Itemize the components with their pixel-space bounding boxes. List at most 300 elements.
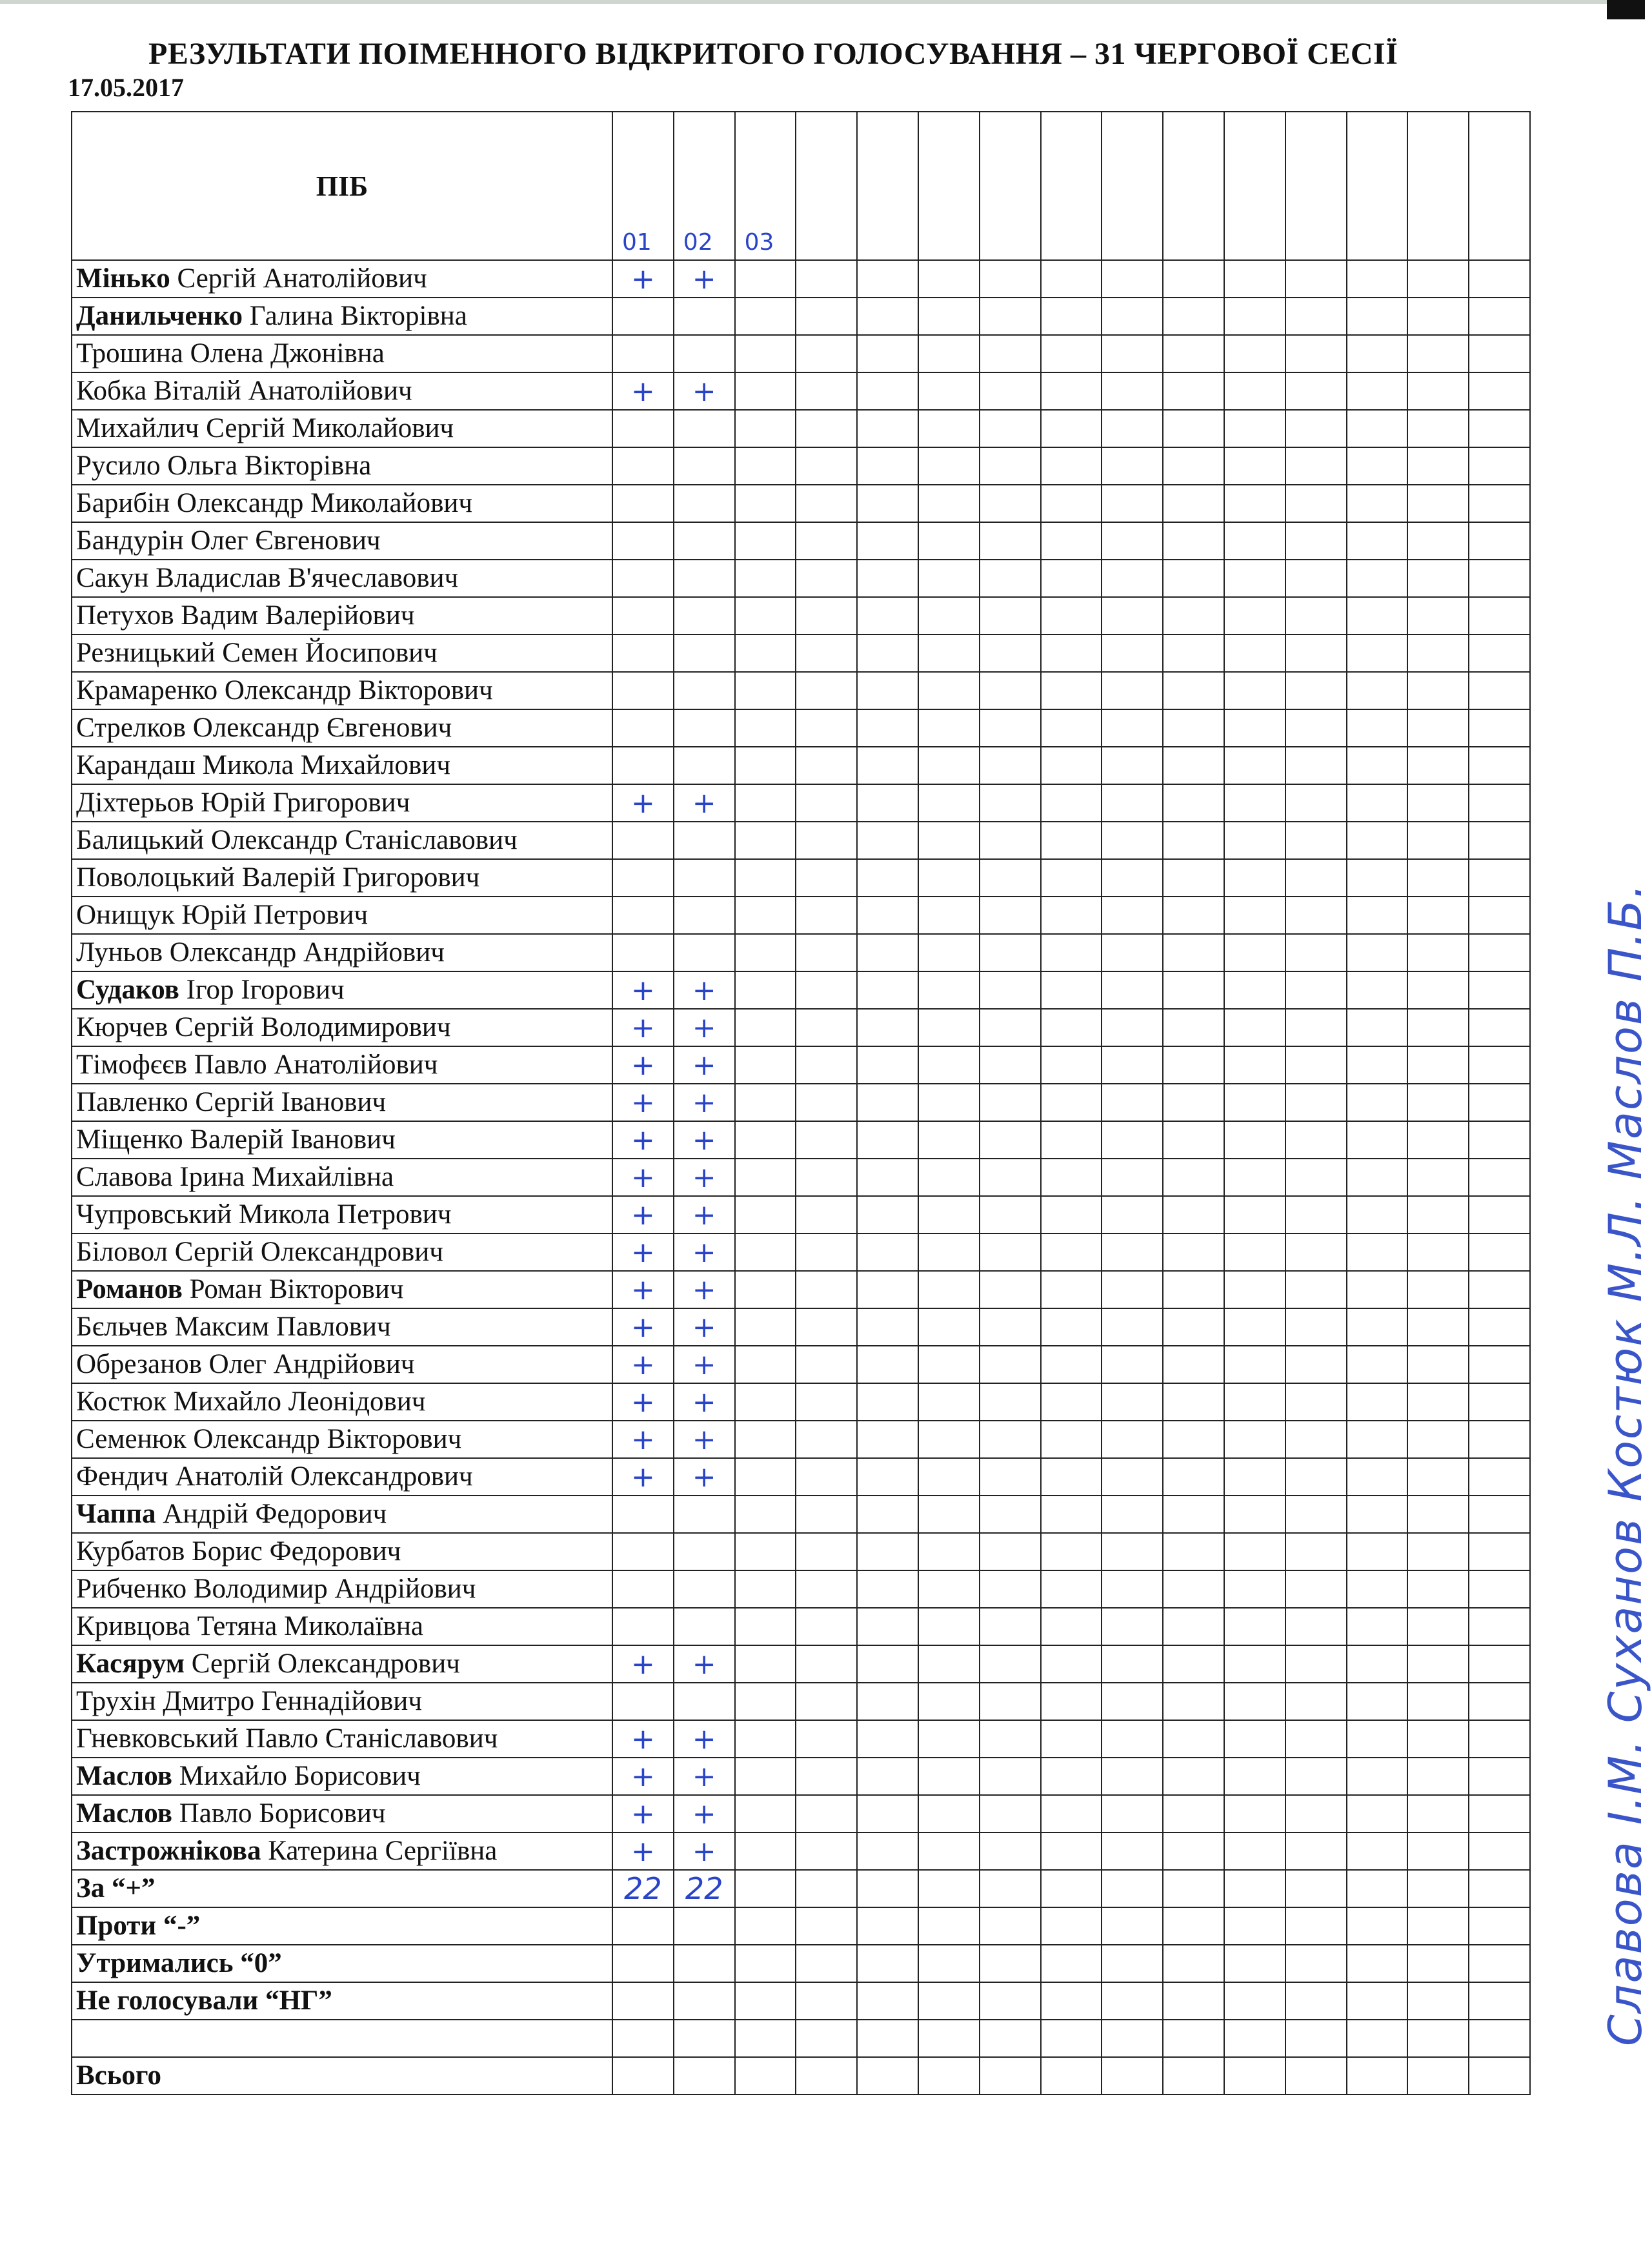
vote-mark-cell: + [674,1758,735,1795]
vote-mark-cell [1163,1159,1224,1196]
question-label: 03 [744,229,774,256]
vote-mark-cell: + [674,1346,735,1383]
deputy-row [72,1233,1530,1271]
summary-value-cell: 22 [612,1870,674,1907]
vote-mark-cell [1407,560,1469,597]
vote-mark-cell [1224,1121,1285,1159]
vote-mark-cell [1041,447,1102,485]
vote-mark-cell [857,971,918,1009]
summary-value-cell [1407,1945,1469,1982]
vote-mark-cell [1041,1496,1102,1533]
vote-mark-cell [796,485,857,522]
deputy-row [72,822,1530,859]
vote-mark-cell [1224,1496,1285,1533]
vote-mark-cell [1469,410,1530,447]
vote-mark-cell [1102,447,1163,485]
deputy-given-names: Костюк Михайло Леонідович [76,1386,426,1417]
summary-value-cell [1469,2020,1530,2057]
deputy-row [72,897,1530,934]
vote-mark-cell [674,1533,735,1570]
summary-value-cell [1224,2057,1285,2095]
deputy-given-names: Крамаренко Олександр Вікторович [76,675,493,705]
vote-mark-cell [1347,934,1408,971]
summary-value-cell [1347,1870,1408,1907]
vote-mark-cell [735,1533,796,1570]
summary-value-cell [735,1945,796,1982]
deputy-given-names: Русило Ольга Вікторівна [76,451,372,481]
summary-value-cell [1469,1907,1530,1945]
vote-mark-cell: + [674,1383,735,1421]
vote-mark-cell [1347,1645,1408,1683]
vote-mark-cell [796,1683,857,1720]
vote-mark-cell [1041,1271,1102,1308]
vote-mark-cell [857,1458,918,1496]
vote-mark-cell [1102,1009,1163,1046]
vote-mark-cell: + [674,1795,735,1832]
deputy-row [72,522,1530,560]
vote-mark-cell [1347,971,1408,1009]
vote-mark-cell [796,335,857,372]
vote-mark-cell [857,1383,918,1421]
deputy-given-names: Обрезанов Олег Андрійович [76,1349,415,1379]
vote-mark-cell [1163,1570,1224,1608]
summary-value-cell [1224,1982,1285,2020]
vote-mark-cell [1041,1683,1102,1720]
vote-mark-cell [612,560,674,597]
summary-label: Всього [72,2057,612,2095]
vote-mark-cell [1347,709,1408,747]
vote-mark-cell [1469,1009,1530,1046]
deputy-name-cell [72,1383,612,1421]
summary-value-cell [1224,1945,1285,1982]
summary-value-cell: 22 [674,1870,735,1907]
vote-mark-cell [1407,897,1469,934]
deputy-name-cell [72,522,612,560]
vote-mark-cell [735,522,796,560]
vote-mark-cell [796,971,857,1009]
summary-value-cell [1224,2020,1285,2057]
summary-value-cell [1347,2057,1408,2095]
summary-label: Не голосували “НГ” [72,1982,612,2020]
vote-mark-cell: + [674,1832,735,1870]
vote-mark-cell [1347,1496,1408,1533]
deputy-name-cell [72,298,612,335]
vote-mark-cell [1102,1196,1163,1233]
vote-mark-cell [918,335,980,372]
vote-mark-cell [1163,1383,1224,1421]
summary-value-cell [1347,1907,1408,1945]
vote-mark-cell: + [674,1084,735,1121]
vote-mark-cell [1163,971,1224,1009]
vote-mark-cell [1469,1720,1530,1758]
vote-mark-cell [857,1009,918,1046]
vote-mark-cell [918,260,980,298]
deputy-given-names: Гневковський Павло Станіславович [76,1723,498,1754]
vote-mark-cell: + [612,372,674,410]
vote-mark-cell [1102,1346,1163,1383]
summary-value-cell [1347,2020,1408,2057]
summary-value-cell [980,2020,1041,2057]
vote-mark-cell [1102,260,1163,298]
vote-mark-cell [735,260,796,298]
deputy-name-cell [72,597,612,634]
vote-mark-cell [980,1346,1041,1383]
vote-mark-cell [1347,1196,1408,1233]
summary-value-cell [980,1870,1041,1907]
deputy-name-cell [72,335,612,372]
vote-mark-cell [857,1121,918,1159]
deputy-row [72,447,1530,485]
vote-mark-cell [1163,1084,1224,1121]
vote-mark-cell [796,1458,857,1496]
vote-mark-cell [857,1795,918,1832]
vote-mark-cell [1347,784,1408,822]
deputy-given-names: Роман Вікторович [182,1274,404,1304]
vote-mark-cell [1224,1608,1285,1645]
vote-mark-cell [612,747,674,784]
vote-mark-cell [612,1608,674,1645]
vote-mark-cell [1347,485,1408,522]
vote-mark-cell [1407,1533,1469,1570]
deputy-name-cell [72,897,612,934]
vote-mark-cell: + [674,1009,735,1046]
vote-mark-cell [735,1832,796,1870]
vote-mark-cell [1285,1720,1347,1758]
vote-mark-cell [918,1421,980,1458]
vote-mark-cell [1469,934,1530,971]
summary-value-cell [1407,2020,1469,2057]
summary-value-cell [1041,1945,1102,1982]
deputy-row [72,335,1530,372]
deputy-row [72,1159,1530,1196]
vote-mark-cell [612,335,674,372]
vote-mark-cell [918,1084,980,1121]
vote-mark-cell [1163,1795,1224,1832]
deputy-name-cell [72,372,612,410]
vote-mark-cell [1224,1533,1285,1570]
vote-mark-cell [674,597,735,634]
vote-mark-cell [796,447,857,485]
document-title: РЕЗУЛЬТАТИ ПОІМЕННОГО ВІДКРИТОГО ГОЛОСУВАННЯ – 31 ЧЕРГОВОЇ СЕСІЇ [148,37,1398,71]
deputy-name-cell [72,1121,612,1159]
vote-mark-cell: + [674,1159,735,1196]
vote-mark-cell [1285,1421,1347,1458]
vote-mark-cell [857,747,918,784]
vote-mark-cell [1224,1570,1285,1608]
vote-mark-cell [1469,298,1530,335]
deputy-name-cell [72,410,612,447]
deputy-name-cell [72,1533,612,1570]
deputy-given-names: Балицький Олександр Станіславович [76,825,518,855]
deputy-given-names: Андрій Федорович [156,1499,387,1529]
vote-mark-cell [1469,709,1530,747]
vote-mark-cell [980,859,1041,897]
vote-mark-cell [1285,1346,1347,1383]
vote-mark-cell [1224,1009,1285,1046]
vote-mark-cell [1407,298,1469,335]
vote-mark-cell [1102,822,1163,859]
vote-mark-cell [1469,1159,1530,1196]
vote-mark-cell [918,298,980,335]
deputy-surname: Романов [76,1274,183,1304]
name-column-header: ПІБ [72,112,612,260]
deputy-row [72,672,1530,709]
vote-mark-cell [1285,298,1347,335]
vote-mark-cell [1407,1832,1469,1870]
vote-mark-cell [1407,1308,1469,1346]
vote-mark-cell [1041,1121,1102,1159]
vote-mark-cell [612,897,674,934]
deputy-name-cell [72,822,612,859]
summary-row [72,2020,1530,2057]
question-column-header [1469,112,1530,260]
summary-value-cell [735,1870,796,1907]
vote-mark-cell: + [612,1233,674,1271]
vote-mark-cell [980,1271,1041,1308]
deputy-row [72,971,1530,1009]
vote-mark-cell [735,447,796,485]
summary-value-cell [980,1982,1041,2020]
vote-mark-cell [857,1496,918,1533]
vote-mark-cell [1469,1458,1530,1496]
vote-mark-cell [1469,859,1530,897]
summary-value-cell [1285,1870,1347,1907]
vote-mark-cell [796,1570,857,1608]
vote-mark-cell: + [612,784,674,822]
deputy-row [72,709,1530,747]
summary-value-cell [980,2057,1041,2095]
vote-mark-cell [612,522,674,560]
deputy-name-cell [72,1346,612,1383]
vote-mark-cell [980,522,1041,560]
vote-mark-cell [918,672,980,709]
vote-mark-cell [674,934,735,971]
vote-mark-cell [796,1758,857,1795]
deputy-name-cell [72,1009,612,1046]
deputy-surname: Чаппа [76,1499,156,1529]
vote-mark-cell [796,822,857,859]
vote-mark-cell [735,1271,796,1308]
summary-label: Утримались “0” [72,1945,612,1982]
vote-mark-cell [735,672,796,709]
vote-mark-cell [796,298,857,335]
vote-mark-cell [735,1795,796,1832]
summary-value-cell [796,2057,857,2095]
vote-mark-cell [735,485,796,522]
vote-mark-cell [1163,1758,1224,1795]
vote-mark-cell [1469,1645,1530,1683]
table-header-row [72,112,1530,260]
vote-mark-cell [1285,1496,1347,1533]
vote-mark-cell [1041,971,1102,1009]
vote-mark-cell [612,1533,674,1570]
vote-mark-cell [1102,1496,1163,1533]
vote-mark-cell [1163,1608,1224,1645]
vote-mark-cell [1469,634,1530,672]
vote-mark-cell [980,1720,1041,1758]
vote-mark-cell [612,597,674,634]
vote-mark-cell [980,410,1041,447]
vote-mark-cell [1469,372,1530,410]
summary-value-cell [980,1945,1041,1982]
vote-mark-cell [1102,1570,1163,1608]
question-column-header [796,112,857,260]
deputy-row [72,1383,1530,1421]
vote-mark-cell [1347,1084,1408,1121]
vote-mark-cell [1285,1233,1347,1271]
deputy-row [72,1720,1530,1758]
vote-mark-cell [735,410,796,447]
vote-mark-cell [1469,1233,1530,1271]
vote-mark-cell [735,1009,796,1046]
deputy-row [72,298,1530,335]
vote-mark-cell [1041,1720,1102,1758]
summary-value-cell [1469,1870,1530,1907]
vote-mark-cell [1041,1795,1102,1832]
vote-mark-cell [980,335,1041,372]
vote-mark-cell [1041,1084,1102,1121]
vote-mark-cell [918,597,980,634]
vote-mark-cell [735,1570,796,1608]
vote-mark-cell [918,1758,980,1795]
vote-mark-cell [674,822,735,859]
deputy-row [72,1683,1530,1720]
vote-mark-cell [857,597,918,634]
summary-value-cell [1102,1870,1163,1907]
vote-mark-cell [1469,1421,1530,1458]
summary-value-cell [735,2057,796,2095]
deputy-row [72,1832,1530,1870]
vote-mark-cell [1347,1758,1408,1795]
vote-mark-cell [1163,522,1224,560]
deputy-given-names: Сергій Олександрович [185,1649,460,1679]
deputy-row [72,1795,1530,1832]
vote-mark-cell [1102,1758,1163,1795]
question-column-header [1347,112,1408,260]
vote-mark-cell: + [612,1159,674,1196]
vote-mark-cell [857,372,918,410]
deputy-row [72,1458,1530,1496]
vote-mark-cell [980,597,1041,634]
vote-mark-cell [1469,335,1530,372]
vote-mark-cell [1163,1233,1224,1271]
vote-mark-cell [980,1795,1041,1832]
summary-label [72,2020,612,2057]
vote-mark-cell [1163,560,1224,597]
vote-mark-cell [1347,1570,1408,1608]
deputy-surname: Застрожнікова [76,1836,261,1866]
vote-mark-cell [735,1121,796,1159]
vote-mark-cell [1041,1308,1102,1346]
vote-mark-cell [1102,485,1163,522]
vote-mark-cell: + [612,1383,674,1421]
vote-mark-cell [1163,934,1224,971]
summary-value-cell [1041,2020,1102,2057]
vote-mark-cell [1285,934,1347,971]
vote-mark-cell [1041,410,1102,447]
vote-mark-cell [612,1683,674,1720]
vote-mark-cell [918,1383,980,1421]
vote-mark-cell [1041,1159,1102,1196]
vote-mark-cell [1469,897,1530,934]
vote-mark-cell [1224,672,1285,709]
vote-mark-cell [857,897,918,934]
summary-label: Проти “-” [72,1907,612,1945]
vote-mark-cell [1163,260,1224,298]
vote-mark-cell [918,747,980,784]
vote-mark-cell [1347,335,1408,372]
vote-mark-cell [796,1608,857,1645]
vote-mark-cell [1041,1421,1102,1458]
vote-mark-cell [980,709,1041,747]
vote-mark-cell: + [612,1346,674,1383]
vote-mark-cell [1469,597,1530,634]
summary-value-cell [612,1907,674,1945]
vote-mark-cell [1102,560,1163,597]
vote-mark-cell [1469,1271,1530,1308]
vote-mark-cell [735,1421,796,1458]
deputy-given-names: Фендич Анатолій Олександрович [76,1461,473,1492]
vote-mark-cell: + [674,372,735,410]
deputy-name-cell [72,1608,612,1645]
vote-mark-cell [1163,335,1224,372]
vote-mark-cell [980,971,1041,1009]
deputy-row [72,1308,1530,1346]
vote-mark-cell [918,1009,980,1046]
deputy-surname: Касярум [76,1649,185,1679]
vote-mark-cell [1407,335,1469,372]
vote-mark-cell [857,1720,918,1758]
vote-mark-cell [1285,1009,1347,1046]
vote-mark-cell [918,1159,980,1196]
vote-mark-cell [1285,260,1347,298]
vote-mark-cell [1163,298,1224,335]
vote-mark-cell [980,822,1041,859]
deputy-given-names: Михайлич Сергій Миколайович [76,413,454,443]
vote-mark-cell [1224,1383,1285,1421]
deputy-row [72,1421,1530,1458]
vote-mark-cell [918,897,980,934]
vote-mark-cell [980,747,1041,784]
summary-value-cell [918,1907,980,1945]
question-column-header [612,112,674,260]
margin-signatures: Славова І.М. Суханов Костюк М.Л. Маслов П.Б. [1599,882,1652,2046]
vote-mark-cell [674,709,735,747]
vote-mark-cell [980,485,1041,522]
vote-mark-cell [1163,709,1224,747]
vote-mark-cell [1224,1159,1285,1196]
vote-mark-cell [1347,560,1408,597]
vote-mark-cell [1469,1683,1530,1720]
vote-mark-cell [796,1233,857,1271]
vote-mark-cell [1469,447,1530,485]
vote-mark-cell [796,1159,857,1196]
vote-mark-cell [1041,747,1102,784]
vote-mark-cell [1163,1196,1224,1233]
vote-mark-cell [1285,1196,1347,1233]
vote-mark-cell [674,560,735,597]
vote-mark-cell [1163,1121,1224,1159]
vote-mark-cell [1224,1683,1285,1720]
vote-mark-cell [1407,1720,1469,1758]
vote-mark-cell [1285,1458,1347,1496]
vote-mark-cell: + [612,1421,674,1458]
vote-mark-cell [1041,1196,1102,1233]
summary-value-cell [1163,1907,1224,1945]
vote-mark-cell [1469,1496,1530,1533]
deputy-given-names: Рибченко Володимир Андрійович [76,1574,476,1604]
vote-mark-cell [980,1533,1041,1570]
